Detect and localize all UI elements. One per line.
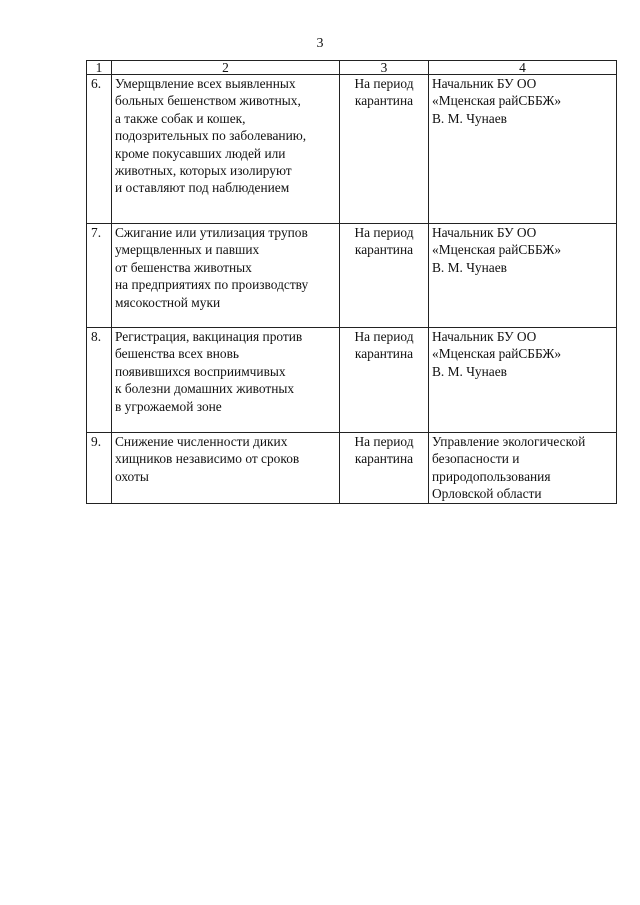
responsible-cell: Начальник БУ ОО «Мценская райСББЖ» В. М. Чунаев — [429, 328, 617, 433]
measure-cell: Сжигание или утилизация трупов умерщвленных и павших от бешенства животных на предприятиях по производству мясокостной муки — [112, 224, 340, 328]
period-cell: На период карантина — [340, 433, 429, 504]
measure-cell: Умерщвление всех выявленных больных бешенством животных, а также собак и кошек, подозрительных по заболеванию, кроме покусавших людей или животных, которых изолируют и оставляют под наблюдением — [112, 75, 340, 224]
column-number-3: 3 — [340, 61, 429, 75]
period-cell: На период карантина — [340, 328, 429, 433]
table-header-row — [87, 61, 617, 75]
table-row — [87, 75, 617, 224]
column-number-1: 1 — [87, 61, 112, 75]
responsible-cell: Управление экологической безопасности и природопользования Орловской области — [429, 433, 617, 504]
row-number: 9. — [87, 433, 112, 504]
responsible-cell: Начальник БУ ОО «Мценская райСББЖ» В. М. Чунаев — [429, 75, 617, 224]
column-number-4: 4 — [429, 61, 617, 75]
table-row — [87, 328, 617, 433]
responsible-cell: Начальник БУ ОО «Мценская райСББЖ» В. М. Чунаев — [429, 224, 617, 328]
period-cell: На период карантина — [340, 224, 429, 328]
row-number: 6. — [87, 75, 112, 224]
row-number: 8. — [87, 328, 112, 433]
table-row — [87, 224, 617, 328]
table-row — [87, 433, 617, 504]
column-number-2: 2 — [112, 61, 340, 75]
measure-cell: Снижение численности диких хищников независимо от сроков охоты — [112, 433, 340, 504]
measures-table — [86, 60, 617, 504]
page-number: 3 — [316, 36, 324, 51]
period-cell: На период карантина — [340, 75, 429, 224]
measure-cell: Регистрация, вакцинация против бешенства всех вновь появившихся восприимчивых к болезни домашних животных в угрожаемой зоне — [112, 328, 340, 433]
row-number: 7. — [87, 224, 112, 328]
